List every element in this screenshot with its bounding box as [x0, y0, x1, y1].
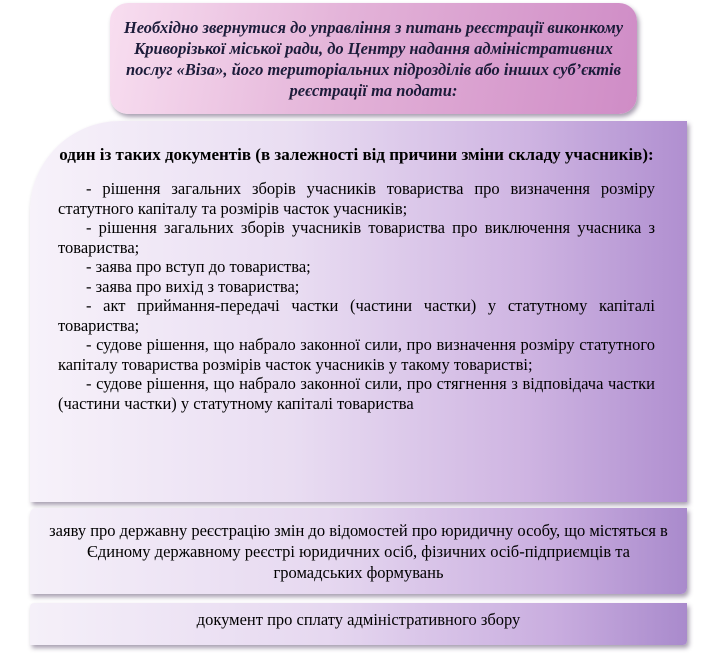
- document-item: - заява про вступ до товариства;: [86, 257, 311, 276]
- fee-payment-box: [30, 603, 687, 645]
- registration-application-text: заяву про державну реєстрацію змін до відомостей про юридичну особу, що містяться в Єдиному державному реєстрі юридичних осіб, фізичних осіб-підприємців та громадських формувань: [49, 520, 668, 582]
- registration-application-box: [30, 508, 687, 594]
- document-item: - рішення загальних зборів учасників товариства про виключення учасника з товариства;: [58, 218, 655, 257]
- fee-payment-text: документ про сплату адміністративного збору: [196, 610, 521, 629]
- document-item: - судове рішення, що набрало законної сили, про визначення розміру статутного капіталу товариства розмірів часток учасників у такому товаристві;: [58, 335, 655, 374]
- registration-authority-text: Необхідно звернутися до управління з питань реєстрації виконкому Криворізької міської ради, до Центру надання адміністративних послуг «Віза», його територіальних підрозділів або інших суб’єктів реєстрації та подати:: [123, 17, 624, 100]
- document-item: - судове рішення, що набрало законної сили, про стягнення з відповідача частки (частини частки) у статутному капіталі товариства: [58, 374, 655, 413]
- document-item: - заява про вихід з товариства;: [86, 276, 300, 296]
- registration-authority-box: [110, 3, 637, 114]
- documents-heading: один із таких документів (в залежності від причини зміни складу учасників):: [59, 145, 654, 164]
- document-item: - рішення загальних зборів учасників товариства про визначення розміру статутного капіталу та розмірів часток учасників;: [58, 179, 655, 218]
- documents-list-box: [30, 121, 687, 502]
- document-item: - акт приймання-передачі частки (частини частки) у статутному капіталі товариства;: [58, 296, 655, 335]
